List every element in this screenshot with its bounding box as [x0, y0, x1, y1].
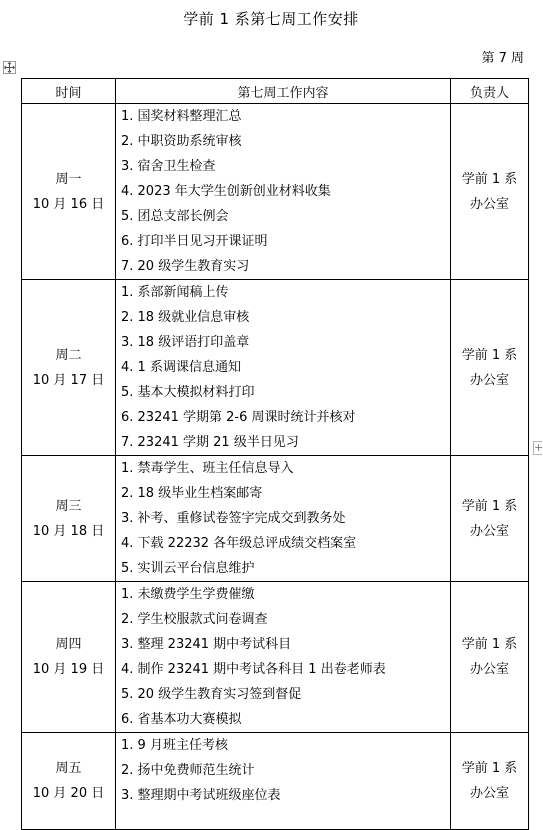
task-list	[116, 733, 451, 830]
task-item: 4. 1 系调课信息通知	[121, 360, 241, 375]
weekday-label: 周四	[55, 637, 82, 652]
header-content: 第七周工作内容	[116, 79, 451, 104]
owner-cell	[451, 582, 529, 733]
task-item: 2. 中职资助系统审核	[121, 134, 242, 149]
owner-line: 办公室	[469, 662, 509, 677]
task-item: 1. 9 月班主任考核	[121, 738, 228, 753]
owner-line: 学前 1 系	[461, 761, 518, 776]
owner-line: 学前 1 系	[461, 637, 518, 652]
day-cell	[22, 280, 116, 456]
task-item: 6. 省基本功大赛模拟	[121, 712, 242, 727]
table-row	[22, 104, 529, 280]
table-move-handle-icon[interactable]	[3, 61, 16, 74]
day-cell	[22, 733, 116, 830]
add-column-icon[interactable]: +	[534, 441, 543, 454]
weekday-label: 周一	[55, 171, 82, 187]
task-list	[116, 104, 451, 280]
owner-line: 办公室	[469, 786, 509, 801]
task-item: 6. 23241 学期第 2-6 周课时统计并核对	[121, 410, 356, 425]
task-item: 6. 打印半日见习开课证明	[121, 234, 268, 249]
date-label: 10 月 18 日	[32, 523, 105, 539]
owner-line: 办公室	[469, 523, 509, 539]
date-label: 10 月 17 日	[32, 372, 105, 388]
date-label: 10 月 19 日	[32, 662, 105, 677]
task-item: 1. 系部新闻稿上传	[121, 285, 229, 300]
task-list	[116, 582, 451, 733]
task-item: 3. 18 级评语打印盖章	[121, 335, 250, 350]
task-item: 2. 18 级就业信息审核	[121, 310, 250, 325]
weekday-label: 周五	[55, 761, 82, 776]
week-label: 第 7 周	[481, 51, 524, 66]
task-item: 1. 国奖材料整理汇总	[121, 109, 242, 124]
table-row	[22, 582, 529, 733]
task-item: 4. 2023 年大学生创新创业材料收集	[121, 184, 331, 199]
owner-line: 学前 1 系	[461, 347, 518, 363]
owner-line: 办公室	[469, 196, 509, 212]
task-item: 1. 未缴费学生学费催缴	[121, 587, 255, 602]
task-item: 3. 整理期中考试班级座位表	[121, 788, 281, 803]
task-item: 4. 制作 23241 期中考试各科目 1 出卷老师表	[121, 662, 386, 677]
task-item: 7. 20 级学生教育实习	[121, 259, 250, 274]
header-owner: 负责人	[451, 79, 529, 104]
owner-cell	[451, 280, 529, 456]
task-item: 5. 团总支部长例会	[121, 209, 229, 224]
schedule-table	[21, 78, 529, 830]
weekday-label: 周三	[55, 498, 82, 514]
header-time: 时间	[22, 79, 116, 104]
owner-line: 学前 1 系	[461, 171, 518, 187]
task-item: 3. 宿舍卫生检查	[121, 159, 216, 174]
day-cell	[22, 456, 116, 582]
date-label: 10 月 20 日	[32, 786, 105, 801]
task-item: 1. 禁毒学生、班主任信息导入	[121, 461, 294, 476]
task-item: 7. 23241 学期 21 级半日见习	[121, 435, 299, 450]
document-title: 学前 1 系第七周工作安排	[183, 10, 359, 28]
table-row	[22, 456, 529, 582]
task-item: 3. 整理 23241 期中考试科目	[121, 637, 292, 652]
task-item: 2. 18 级毕业生档案邮寄	[121, 486, 263, 501]
table-row	[22, 280, 529, 456]
task-item: 5. 基本大模拟材料打印	[121, 385, 255, 400]
task-item: 2. 学生校服款式问卷调查	[121, 612, 268, 627]
task-list	[116, 456, 451, 582]
date-label: 10 月 16 日	[32, 196, 105, 212]
task-item: 5. 20 级学生教育实习签到督促	[121, 687, 302, 702]
table-row	[22, 733, 529, 830]
table-header-row	[22, 79, 529, 104]
task-item: 2. 扬中免费师范生统计	[121, 763, 255, 778]
task-item: 4. 下载 22232 各年级总评成绩交档案室	[121, 536, 357, 551]
owner-line: 学前 1 系	[461, 498, 518, 514]
owner-cell	[451, 733, 529, 830]
day-cell	[22, 582, 116, 733]
weekday-label: 周二	[55, 347, 82, 363]
task-list	[116, 280, 451, 456]
task-item: 3. 补考、重修试卷签字完成交到教务处	[121, 511, 346, 526]
owner-cell	[451, 104, 529, 280]
task-item: 5. 实训云平台信息维护	[121, 561, 255, 576]
day-cell	[22, 104, 116, 280]
owner-line: 办公室	[469, 372, 509, 388]
owner-cell	[451, 456, 529, 582]
